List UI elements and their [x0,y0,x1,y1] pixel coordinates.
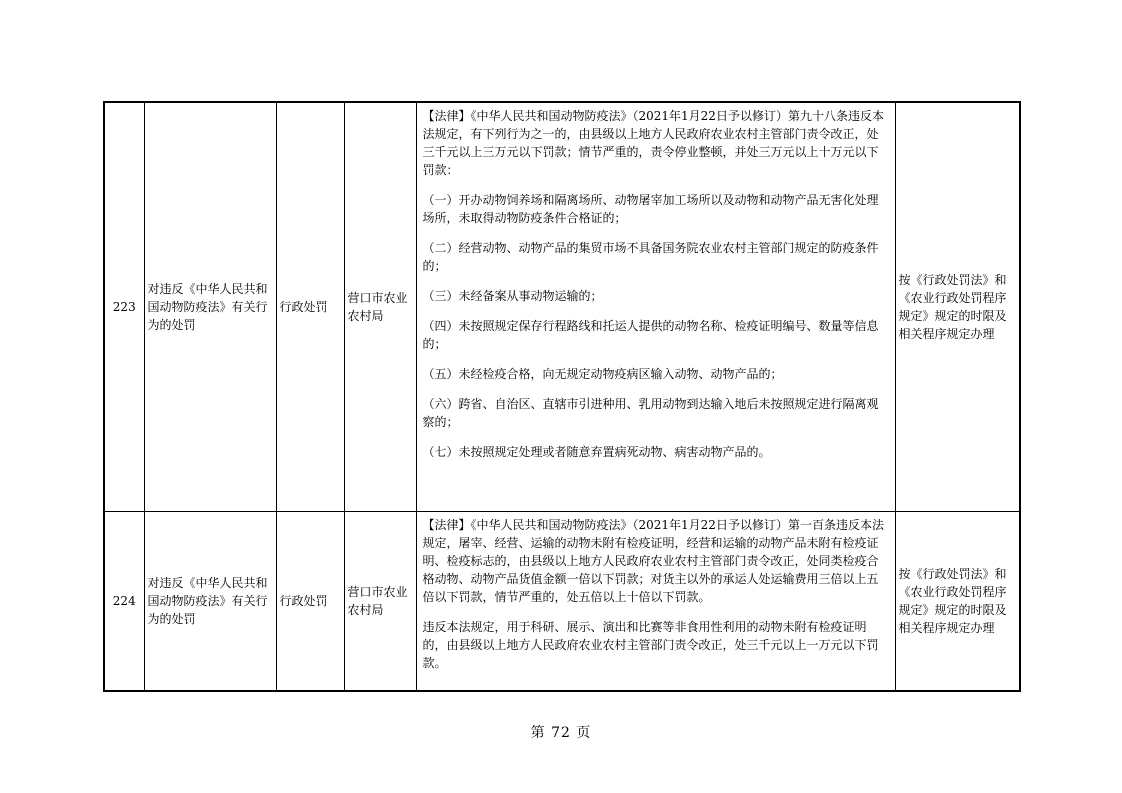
page-number: 第 72 页 [530,725,592,741]
row-number: 224 [104,511,144,691]
table-row [104,102,1020,511]
penalty-table [103,101,1021,692]
penalty-type: 行政处罚 [276,102,344,511]
enforcing-agency: 营口市农业农村局 [344,511,416,691]
item-name: 对违反《中华人民共和国动物防疫法》有关行为的处罚 [144,511,276,691]
legal-basis [416,511,895,691]
basis-paragraph: （六）跨省、自治区、直辖市引进种用、乳用动物到达输入地后未按照规定进行隔离观察的； [422,397,879,429]
item-name: 对违反《中华人民共和国动物防疫法》有关行为的处罚 [144,102,276,511]
enforcing-agency: 营口市农业农村局 [344,102,416,511]
basis-paragraph: （二）经营动物、动物产品的集贸市场不具备国务院农业农村主管部门规定的防疫条件的； [422,241,879,273]
procedure-note: 按《行政处罚法》和《农业行政处罚程序规定》规定的时限及相关程序规定办理 [895,511,1020,691]
basis-paragraph: （三）未经备案从事动物运输的； [422,289,603,303]
procedure-note: 按《行政处罚法》和《农业行政处罚程序规定》规定的时限及相关程序规定办理 [895,102,1020,511]
basis-paragraph: 【法律】《中华人民共和国动物防疫法》（2021年1月22日予以修订）第九十八条违反本法规定，有下列行为之一的，由县级以上地方人民政府农业农村主管部门责令改正，处三千元以上三万元以下罚款；情节严重的，责令停业整顿，并处三万元以上十万元以下罚款： [422,109,884,177]
basis-paragraph: 违反本法规定，用于科研、展示、演出和比赛等非食用性利用的动物未附有检疫证明的，由县级以上地方人民政府农业农村主管部门责令改正，处三千元以上一万元以下罚款。 [422,619,879,670]
legal-basis [416,102,895,511]
row-number: 223 [104,102,144,511]
basis-paragraph: （四）未按照规定保存行程路线和托运人提供的动物名称、检疫证明编号、数量等信息的； [422,319,879,351]
basis-paragraph: （五）未经检疫合格，向无规定动物疫病区输入动物、动物产品的； [422,367,783,381]
penalty-type: 行政处罚 [276,511,344,691]
basis-paragraph: 【法律】《中华人民共和国动物防疫法》（2021年1月22日予以修订）第一百条违反本法规定，屠宰、经营、运输的动物未附有检疫证明，经营和运输的动物产品未附有检疫证明、检疫标志的，由县级以上地方人民政府农业农村主管部门责令改正，处同类检疫合格动物、动物产品货值金额一倍以下罚款；对货主以外的承运人处运输费用三倍以上五倍以下罚款，情节严重的，处五倍以上十倍以下罚款。 [422,517,884,604]
basis-paragraph: （七）未按照规定处理或者随意弃置病死动物、病害动物产品的。 [422,445,771,459]
basis-paragraph: （一）开办动物饲养场和隔离场所、动物屠宰加工场所以及动物和动物产品无害化处理场所，未取得动物防疫条件合格证的； [422,193,879,225]
table-row [104,511,1020,691]
